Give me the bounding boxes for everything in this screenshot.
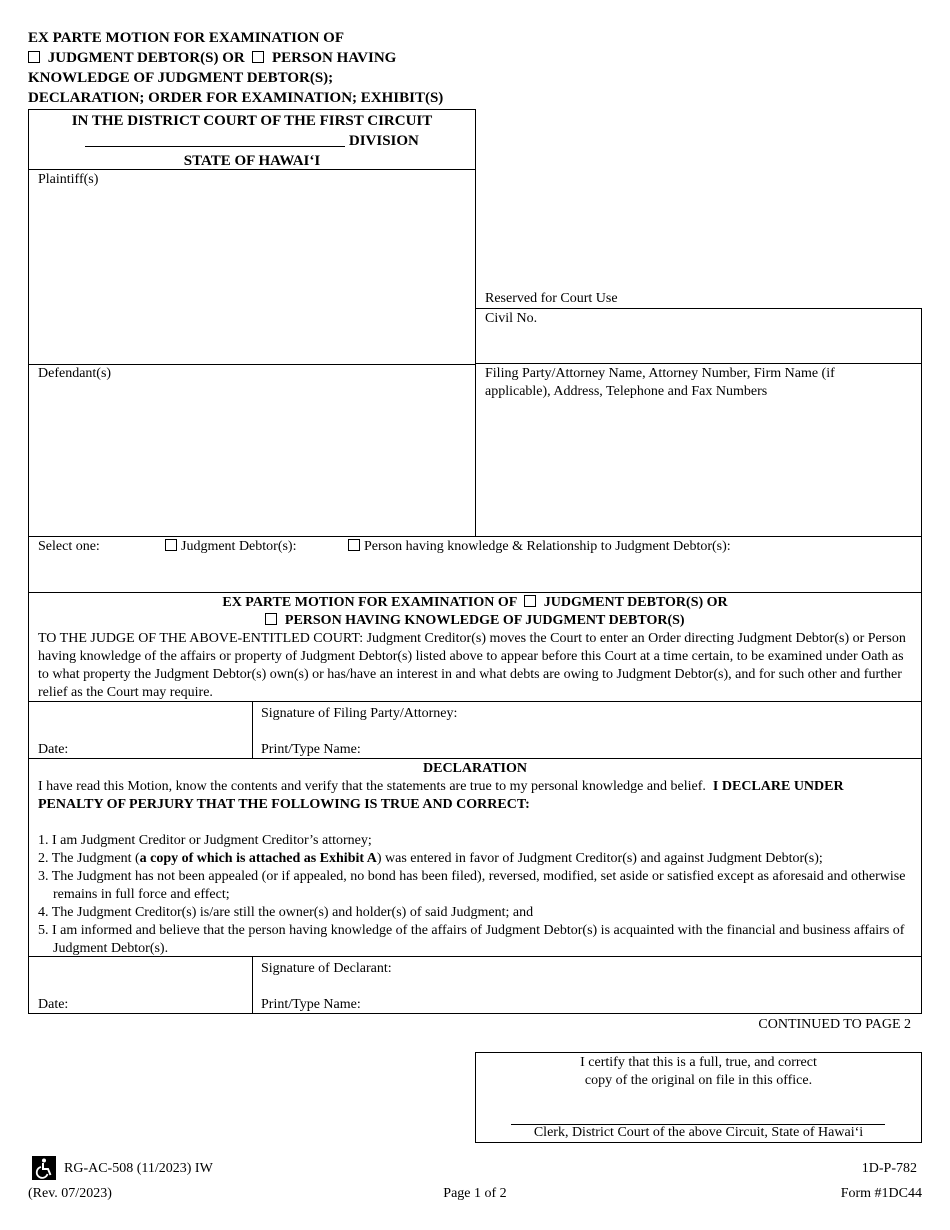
certification-box [475,1052,922,1143]
page-number: Page 1 of 2 [443,1186,507,1201]
accessibility-icon [32,1156,56,1180]
title-line-2 [28,48,548,68]
civil-no-label: Civil No. [485,311,538,326]
plaintiff-left-border [28,170,29,308]
motion-heading-1: EX PARTE MOTION FOR EXAMINATION OF JUDGMENT DEBTOR(S) OR [222,595,728,610]
motion-person-checkbox[interactable] [265,613,277,625]
sig1-divider [252,701,253,759]
sig1-print-name-label[interactable]: Print/Type Name: [261,742,361,757]
form-number: Form #1DC44 [840,1186,922,1201]
select-debtor-option[interactable] [165,538,296,556]
declaration-heading: DECLARATION [423,761,527,776]
division-line [29,131,475,151]
title-person-label: PERSON HAVING [271,50,397,66]
defendant-label: Defendant(s) [38,366,112,381]
clerk-label: Clerk, District Court of the above Circuit, State of Hawai‘i [533,1125,864,1140]
court-header-box [28,109,476,170]
state-name: STATE OF HAWAI‘I [183,153,321,169]
select-one-label: Select one: [38,539,100,554]
certify-line-1: I certify that this is a full, true, and correct [580,1055,817,1070]
plaintiff-label: Plaintiff(s) [38,172,99,187]
declaration-item-4: 4. The Judgment Creditor(s) is/are still the owner(s) and holder(s) of said Judgment; and [38,905,534,920]
declaration-item-2: 2. The Judgment (a copy of which is attached as Exhibit A) was entered in favor of Judgment Creditor(s) and against Judgment Debtor(s); [38,851,823,866]
court-name: IN THE DISTRICT COURT OF THE FIRST CIRCUIT [71,113,433,129]
certify-line-2: copy of the original on file in this office. [584,1073,813,1088]
declaration-intro: I have read this Motion, know the contents and verify that the statements are true to my personal knowledge and belief. I DECLARE UNDER PENALTY OF PERJURY THAT THE FOLLOWING IS TRUE AND CORRECT: [38,779,844,812]
title-line-4: DECLARATION; ORDER FOR EXAMINATION; EXHIBIT(S) [28,90,444,106]
declaration-item-5: 5. I am informed and believe that the person having knowledge of the affairs of Judgment Debtor(s) is acquainted with the financial and business affairs of Judgment Debtor(s). [38,923,905,956]
sig1-signature-label[interactable]: Signature of Filing Party/Attorney: [261,706,458,721]
title-line-1: EX PARTE MOTION FOR EXAMINATION OF [28,30,345,46]
form-title [28,28,548,108]
title-debtor-label: JUDGMENT DEBTOR(S) OR [47,50,245,66]
declaration-item-1: 1. I am Judgment Creditor or Judgment Creditor’s attorney; [38,833,372,848]
motion-heading-2: PERSON HAVING KNOWLEDGE OF JUDGMENT DEBTOR(S) [29,612,921,630]
motion-body: TO THE JUDGE OF THE ABOVE-ENTITLED COURT: Judgment Creditor(s) moves the Court to enter an Order directing Judgment Debtor(s) or Person having knowledge of the affairs or property of Judgment Debtor(s) listed above to appear before this Court at a time certain, to be examined under Oath as to what property the Judgment Debtor(s) own(s) or has/have an interest in and what debts are owing to Judgment Debtor(s), and for such other and further relief as the Court may require. [38,631,906,700]
sig2-divider [252,956,253,1014]
form-code: RG-AC-508 (11/2023) IW [64,1161,213,1176]
sig2-print-name-label[interactable]: Print/Type Name: [261,997,361,1012]
reserved-court-use-label: Reserved for Court Use [485,291,618,306]
title-line-3: KNOWLEDGE OF JUDGMENT DEBTOR(S); [28,70,334,86]
form-code-right: 1D-P-782 [861,1161,917,1176]
civil-no-box[interactable] [475,308,922,364]
sig2-date-label: Date: [38,997,69,1012]
sig2-signature-label[interactable]: Signature of Declarant: [261,961,392,976]
division-blank[interactable] [85,132,345,147]
motion-debtor-checkbox[interactable] [524,595,536,607]
sig1-date-label: Date: [38,742,69,757]
signature-block-1 [28,701,922,759]
signature-block-2 [28,956,922,1014]
revision-date: (Rev. 07/2023) [28,1186,112,1201]
division-label: DIVISION [348,133,419,149]
select-one-row [28,536,922,593]
continued-label: CONTINUED TO PAGE 2 [758,1017,911,1032]
title-person-checkbox[interactable] [252,51,264,63]
select-person-checkbox[interactable] [348,539,360,551]
title-debtor-checkbox[interactable] [28,51,40,63]
select-person-label: Person having knowledge & Relationship to Judgment Debtor(s): [364,539,731,554]
select-debtor-checkbox[interactable] [165,539,177,551]
filing-party-label: Filing Party/Attorney Name, Attorney Number, Firm Name (if applicable), Address, Telephone and Fax Numbers [485,366,835,399]
declaration-section [28,758,922,957]
defendant-left-border [28,308,29,536]
filing-right-border [921,364,922,536]
declaration-item-3: 3. The Judgment has not been appealed (or if appealed, no bond has been filed), reversed, modified, set aside or satisfied except as aforesaid and otherwise remains in full force and effect; [38,869,906,902]
select-debtor-label: Judgment Debtor(s): [181,539,297,554]
select-person-option[interactable] [348,538,731,556]
motion-section [28,592,922,702]
